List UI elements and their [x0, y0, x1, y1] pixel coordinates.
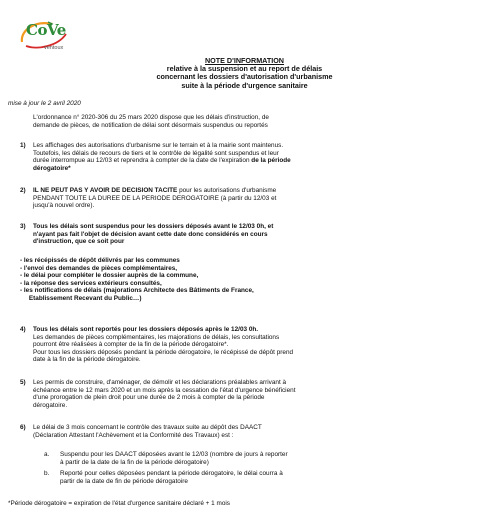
logo-text: CoVe	[26, 21, 66, 39]
paragraph-line	[33, 157, 473, 165]
intro-line: demande de pièces, de notification de délai sont désormais suspendus ou reportés	[33, 121, 268, 129]
paragraph-line: Les permis de construire, d'aménager, de démolir et les déclarations préalables arrivant à	[33, 379, 287, 386]
sub-item-b	[60, 470, 440, 485]
paragraph-text: durée interrompue au 12/03 et reprendra à compter de la date de l'expiration	[33, 157, 252, 165]
title-line-4: suite à la période d'urgence sanitaire	[181, 80, 308, 90]
document-title	[0, 57, 489, 90]
paragraph-line: à partir de la date de la fin de la période dérogatoire)	[60, 458, 209, 466]
item-number: 1)	[20, 142, 26, 149]
sub-item-label: a.	[44, 451, 50, 458]
paragraph-line: Le délai de 3 mois concernant le contrôle des travaux suite au dépôt des DAACT	[33, 424, 262, 431]
sub-item-label: b.	[44, 470, 50, 477]
paragraph-line: Tous les délais sont reportés pour les dossiers déposés après le 12/03 0h.	[33, 326, 259, 333]
paragraph-line: jusqu'à nouvel ordre).	[33, 202, 95, 210]
paragraph-line: d'une prorogation de plein droit pour une durée de 2 mois à compter de la période	[33, 394, 265, 402]
logo-subtitle: ventoux	[44, 45, 64, 51]
paragraph-line: date à la fin de la période dérogatoire.	[33, 356, 141, 364]
paragraph-line: partir de la date de fin de période dérogatoire	[60, 477, 188, 485]
paragraph-line: d'instruction, que ce soit pour	[33, 238, 125, 246]
list-item: - les notifications de délais (majorations Architecte des Bâtiments de France,	[20, 287, 254, 295]
list-item: - la réponse des services extérieurs consultés,	[20, 279, 162, 287]
title-line-2: relative à la suspension et au report de délais	[166, 64, 323, 74]
paragraph-bold-text: de la période	[251, 157, 291, 165]
cove-logo	[16, 20, 72, 54]
sub-item-a	[60, 451, 440, 466]
update-date: mise à jour le 2 avril 2020	[8, 100, 81, 107]
paragraph-6	[33, 424, 473, 439]
paragraph-line: pourront être réalisées à compter de la fin de la période dérogatoire*.	[33, 341, 229, 349]
list-item: - les récépissés de dépôt délivrés par les communes	[20, 257, 180, 264]
paragraph-2	[33, 187, 473, 210]
suspension-list	[20, 257, 475, 303]
intro-line: L'ordonnance n° 2020-306 du 25 mars 2020 dispose que les délais d'instruction, de	[33, 114, 269, 121]
item-number: 5)	[20, 379, 26, 386]
paragraph-4	[33, 326, 473, 364]
item-number: 2)	[20, 187, 26, 194]
paragraph-line: dérogatoire*	[33, 164, 71, 172]
paragraph-line: Pour tous les dossiers déposés pendant la période dérogatoire, le récépissé de dépôt prend	[33, 348, 294, 356]
title-line-3: concernant les dossiers d'autorisation d'urbanisme	[156, 72, 333, 82]
list-item: Etablissement Recevant du Public…)	[20, 294, 142, 302]
paragraph-line: Suspendu pour les DAACT déposées avant le 12/03 (nombre de jours à reporter	[60, 451, 288, 458]
paragraph-line: (Déclaration Attestant l'Achèvement et la Conformité des Travaux) est :	[33, 431, 234, 439]
list-item: - l'envoi des demandes de pièces complémentaires,	[20, 264, 178, 272]
paragraph-line: PENDANT TOUTE LA DUREE DE LA PERIODE DEROGATOIRE (à partir du 12/03 et	[33, 194, 277, 202]
paragraph-line: échéance entre le 12 mars 2020 et un mois après la cessation de l'état d'urgence bénéficient	[33, 386, 296, 394]
paragraph-line: Les demandes de pièces complémentaires, les majorations de délais, les consultations	[33, 333, 280, 341]
paragraph-line: n'ayant pas fait l'objet de décision avant cette date donc considérés en cours	[33, 230, 268, 238]
paragraph-line: Reporté pour celles déposées pendant la période dérogatoire, le délai courra à	[60, 470, 283, 477]
paragraph-line: dérogatoire.	[33, 401, 68, 409]
list-item: - le délai pour compléter le dossier auprès de la commune,	[20, 272, 199, 280]
paragraph-line: Les affichages des autorisations d'urbanisme sur le terrain et à la mairie sont maintenus.	[33, 142, 284, 149]
item-number: 4)	[20, 326, 26, 333]
footnote: *Période dérogatoire = expiration de l'état d'urgence sanitaire déclaré + 1 mois	[8, 500, 230, 507]
paragraph-3	[33, 223, 473, 246]
intro-paragraph	[33, 114, 473, 129]
title-line-1: NOTE D'INFORMATION	[204, 56, 285, 65]
paragraph-text: pour les autorisations d'urbanisme	[177, 187, 277, 194]
paragraph-5	[33, 379, 473, 409]
paragraph-bold-text: IL NE PEUT PAS Y AVOIR DE DECISION TACITE	[33, 187, 178, 194]
item-number: 6)	[20, 424, 26, 431]
item-number: 3)	[20, 223, 26, 230]
paragraph-1	[33, 142, 473, 172]
paragraph-line: Toutefois, les délais de recours de tiers et le contrôle de légalité sont suspendus et leur	[33, 149, 279, 157]
paragraph-line: Tous les délais sont suspendus pour les dossiers déposés avant le 12/03 0h, et	[33, 223, 274, 230]
